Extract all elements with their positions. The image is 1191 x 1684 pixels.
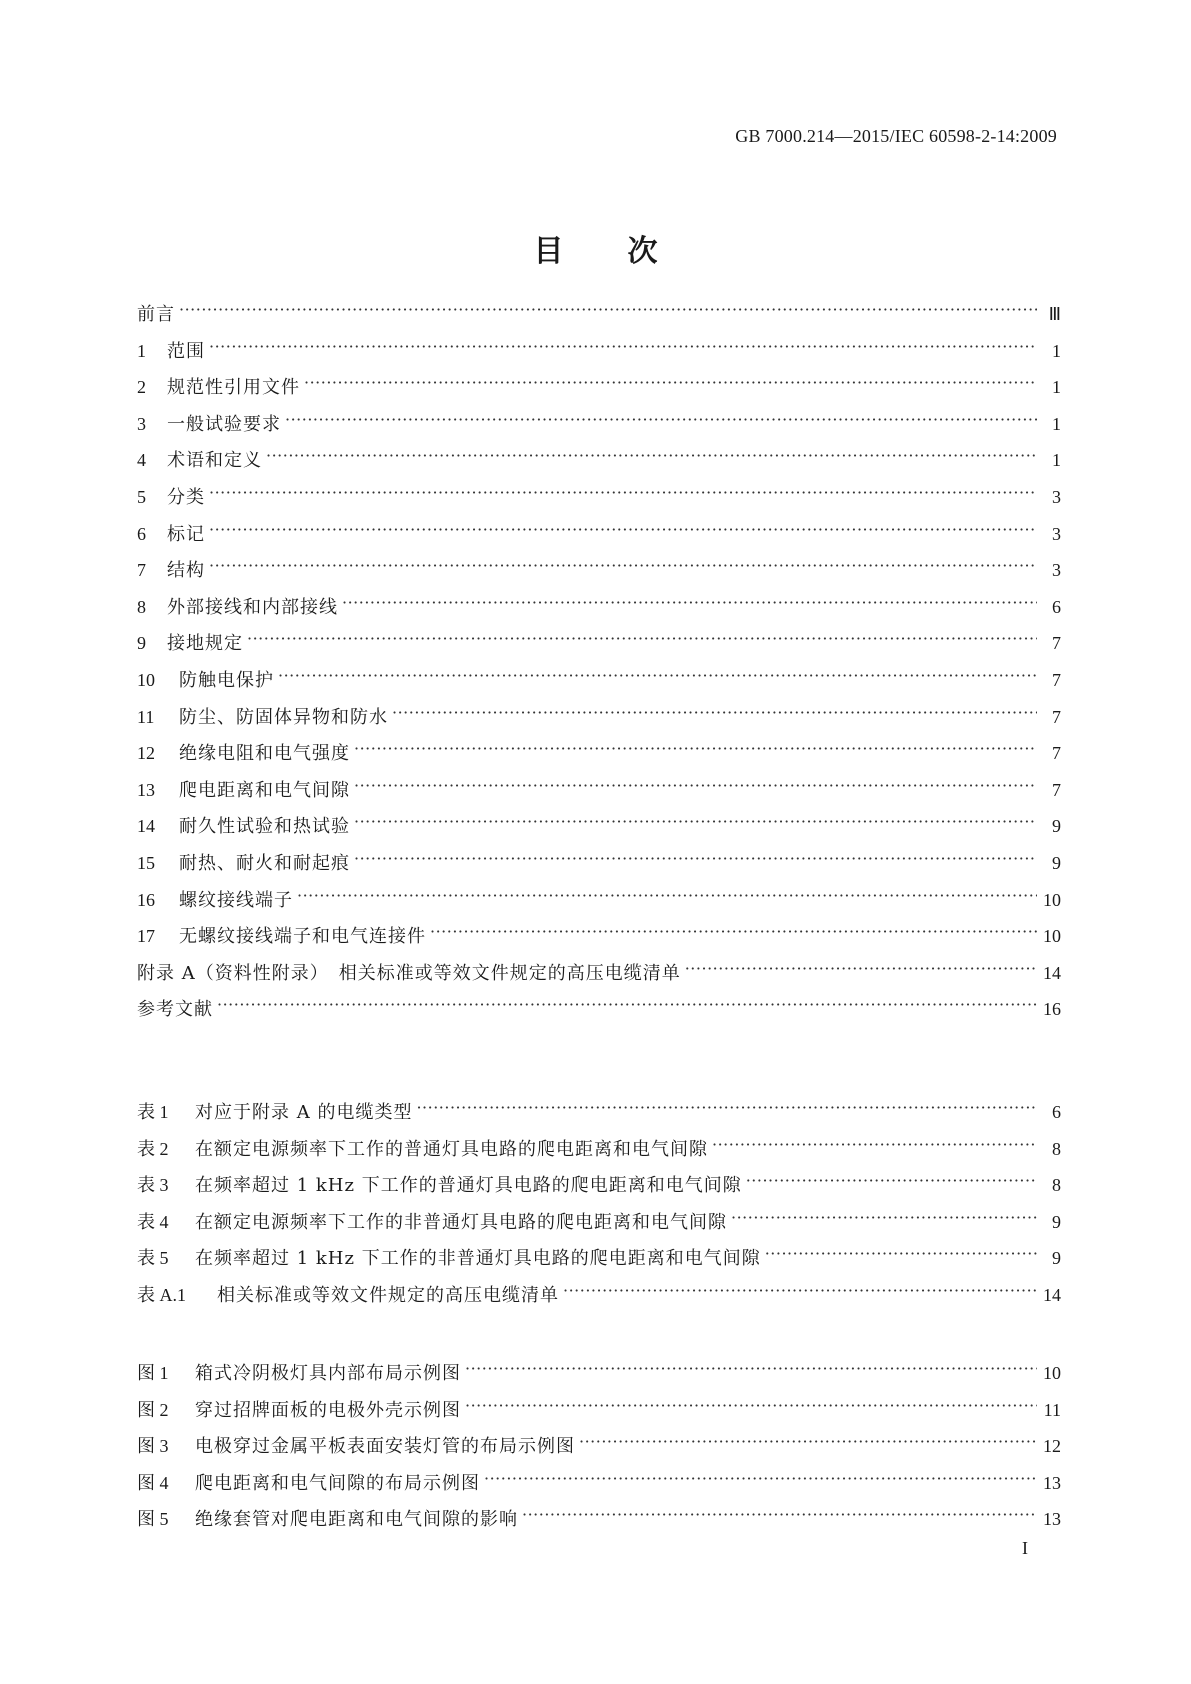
toc-leader-dots — [179, 302, 1037, 320]
toc-section-entry[interactable] — [137, 739, 1061, 776]
toc-entry-number: 表 3 — [137, 1175, 169, 1196]
toc-entry-page: 7 — [1052, 669, 1061, 690]
toc-entry-label: 前言 — [137, 304, 175, 325]
toc-leader-dots — [285, 412, 1037, 430]
toc-leader-dots — [685, 961, 1037, 979]
toc-entry-number: 8 — [137, 596, 146, 617]
toc-leader-dots — [266, 448, 1037, 466]
toc-entry-label: 结构 — [167, 560, 205, 582]
toc-figure-entry[interactable] — [137, 1396, 1061, 1433]
toc-section-entry[interactable] — [137, 666, 1061, 703]
toc-entry-number: 图 3 — [137, 1436, 169, 1457]
toc-leader-dots — [354, 814, 1037, 832]
toc-entry-page: 10 — [1043, 1363, 1061, 1383]
toc-entry-label: 耐久性试验和热试验 — [179, 816, 350, 838]
toc-leader-dots — [217, 997, 1037, 1015]
toc-entry-label: 标记 — [167, 523, 205, 545]
toc-entry-number: 2 — [137, 377, 146, 398]
toc-leader-dots — [209, 558, 1037, 576]
toc-entry-label: 规范性引用文件 — [167, 377, 300, 399]
toc-entry-label: 一般试验要求 — [167, 413, 281, 435]
toc-leader-dots — [304, 375, 1037, 393]
toc-leader-dots — [765, 1246, 1037, 1264]
toc-leader-dots — [465, 1361, 1037, 1379]
toc-entry-page: 8 — [1052, 1175, 1061, 1196]
toc-entry-page: 10 — [1043, 926, 1061, 947]
toc-figure-entry[interactable] — [137, 1432, 1061, 1469]
toc-table-entry[interactable] — [137, 1208, 1061, 1245]
toc-entry-label: 绝缘电阻和电气强度 — [179, 743, 350, 765]
toc-entry-page: 9 — [1052, 1248, 1061, 1269]
toc-section-entry[interactable] — [137, 300, 1061, 337]
toc-entry-number: 3 — [137, 413, 146, 434]
toc-section-entry[interactable] — [137, 849, 1061, 886]
toc-leader-dots — [342, 595, 1037, 613]
toc-entry-number: 表 4 — [137, 1211, 169, 1232]
toc-table-entry[interactable] — [137, 1281, 1061, 1318]
toc-entry-page: 9 — [1052, 852, 1061, 873]
toc-entry-number: 4 — [137, 450, 146, 471]
toc-entry-label: 附录 A（资料性附录） 相关标准或等效文件规定的高压电缆清单 — [137, 962, 681, 984]
toc-entry-number: 图 1 — [137, 1363, 169, 1383]
toc-section-entry[interactable] — [137, 446, 1061, 483]
toc-entry-label: 接地规定 — [167, 633, 243, 655]
toc-leader-dots — [712, 1137, 1037, 1155]
toc-leader-dots — [247, 631, 1037, 649]
toc-section-entry[interactable] — [137, 337, 1061, 374]
toc-entry-page: 7 — [1052, 743, 1061, 764]
toc-entry-page: 3 — [1052, 560, 1061, 581]
toc-leader-dots — [465, 1398, 1037, 1416]
toc-entry-page: 3 — [1052, 523, 1061, 544]
toc-entry-number: 13 — [137, 779, 155, 800]
toc-entry-number: 12 — [137, 743, 155, 764]
toc-entry-label: 在频率超过 1 kHz 下工作的非普通灯具电路的爬电距离和电气间隙 — [195, 1248, 761, 1270]
toc-entry-number: 图 4 — [137, 1472, 169, 1493]
toc-entry-page: 13 — [1043, 1472, 1061, 1493]
toc-entry-page: 14 — [1043, 1284, 1061, 1305]
toc-entry-page: 9 — [1052, 1211, 1061, 1232]
toc-figure-entry[interactable] — [137, 1359, 1061, 1396]
toc-entry-page: 12 — [1043, 1436, 1061, 1457]
toc-table-entry[interactable] — [137, 1244, 1061, 1281]
toc-leader-dots — [354, 741, 1037, 759]
toc-entry-number: 7 — [137, 560, 146, 581]
toc-entry-page: 3 — [1052, 486, 1061, 507]
toc-entry-label: 术语和定义 — [167, 450, 262, 472]
toc-entry-label: 爬电距离和电气间隙 — [179, 779, 350, 801]
toc-figure-entry[interactable] — [137, 1505, 1061, 1542]
toc-entry-number: 表 A.1 — [137, 1284, 186, 1305]
toc-leader-dots — [297, 888, 1037, 906]
toc-leader-dots — [484, 1471, 1037, 1489]
toc-entry-number: 6 — [137, 523, 146, 544]
toc-section-entry[interactable] — [137, 373, 1061, 410]
toc-entry-number: 15 — [137, 852, 155, 873]
toc-leader-dots — [392, 705, 1037, 723]
toc-section-entry[interactable] — [137, 410, 1061, 447]
toc-section-entry[interactable] — [137, 703, 1061, 740]
toc-entry-number: 17 — [137, 926, 155, 947]
toc-leader-dots — [209, 339, 1037, 357]
page-title: 目次 — [533, 234, 722, 269]
toc-entry-label: 爬电距离和电气间隙的布局示例图 — [195, 1472, 480, 1494]
toc-tables-list — [137, 1098, 1061, 1318]
toc-entry-label: 参考文献 — [137, 999, 213, 1021]
toc-leader-dots — [416, 1100, 1037, 1118]
toc-entry-page: 1 — [1052, 340, 1061, 361]
toc-entry-number: 11 — [137, 706, 155, 727]
toc-entry-label: 在额定电源频率下工作的非普通灯具电路的爬电距离和电气间隙 — [195, 1211, 727, 1233]
toc-figure-entry[interactable] — [137, 1469, 1061, 1506]
toc-entry-label: 在额定电源频率下工作的普通灯具电路的爬电距离和电气间隙 — [195, 1138, 708, 1160]
toc-entry-page: 6 — [1052, 1102, 1061, 1122]
toc-entry-page: Ⅲ — [1048, 304, 1061, 324]
toc-section-entry[interactable] — [137, 776, 1061, 813]
toc-entry-page: 7 — [1052, 633, 1061, 654]
toc-entry-label: 外部接线和内部接线 — [167, 596, 338, 618]
toc-entry-number: 9 — [137, 633, 146, 654]
toc-table-entry[interactable] — [137, 1098, 1061, 1135]
toc-section-entry[interactable] — [137, 593, 1061, 630]
toc-entry-page: 8 — [1052, 1138, 1061, 1159]
toc-entry-number: 1 — [137, 340, 146, 361]
toc-entry-page: 1 — [1052, 450, 1061, 471]
toc-entry-page: 10 — [1043, 889, 1061, 910]
toc-entry-label: 无螺纹接线端子和电气连接件 — [179, 926, 426, 948]
toc-section-entry[interactable] — [137, 922, 1061, 959]
toc-entry-number: 图 2 — [137, 1399, 169, 1420]
toc-entry-number: 表 5 — [137, 1248, 169, 1269]
toc-entry-number: 16 — [137, 889, 155, 910]
page-number-footer: I — [1022, 1538, 1028, 1558]
toc-figures-list — [137, 1359, 1061, 1542]
toc-entry-label: 防触电保护 — [179, 669, 274, 691]
toc-entry-number: 14 — [137, 816, 155, 837]
toc-leader-dots — [746, 1173, 1037, 1191]
toc-entry-label: 穿过招牌面板的电极外壳示例图 — [195, 1399, 461, 1421]
toc-entry-label: 防尘、防固体异物和防水 — [179, 706, 388, 728]
toc-entry-label: 电极穿过金属平板表面安装灯管的布局示例图 — [195, 1436, 575, 1458]
toc-entry-page: 6 — [1052, 596, 1061, 617]
toc-leader-dots — [354, 851, 1037, 869]
toc-sections-list — [137, 300, 1061, 1032]
toc-entry-label: 螺纹接线端子 — [179, 889, 293, 911]
toc-leader-dots — [579, 1434, 1037, 1452]
toc-entry-label: 耐热、耐火和耐起痕 — [179, 852, 350, 874]
toc-entry-number: 10 — [137, 669, 155, 690]
toc-entry-page: 1 — [1052, 377, 1061, 398]
toc-leader-dots — [731, 1210, 1037, 1228]
toc-entry-page: 11 — [1043, 1399, 1061, 1420]
toc-entry-number: 5 — [137, 486, 146, 507]
toc-entry-page: 1 — [1052, 413, 1061, 434]
toc-table-entry[interactable] — [137, 1135, 1061, 1172]
toc-entry-number: 表 2 — [137, 1138, 169, 1159]
toc-section-entry[interactable] — [137, 886, 1061, 923]
toc-entry-label: 箱式冷阴极灯具内部布局示例图 — [195, 1363, 461, 1384]
toc-entry-label: 相关标准或等效文件规定的高压电缆清单 — [217, 1284, 559, 1306]
toc-leader-dots — [278, 668, 1037, 686]
standard-number-header: GB 7000.214—2015/IEC 60598-2-14:2009 — [735, 126, 1057, 146]
toc-entry-page: 16 — [1043, 999, 1061, 1020]
toc-section-entry[interactable] — [137, 483, 1061, 520]
toc-entry-page: 14 — [1043, 962, 1061, 983]
toc-leader-dots — [563, 1283, 1037, 1301]
toc-table-entry[interactable] — [137, 1171, 1061, 1208]
toc-section-entry[interactable] — [137, 995, 1061, 1032]
toc-leader-dots — [209, 485, 1037, 503]
toc-entry-label: 范围 — [167, 340, 205, 362]
toc-section-entry[interactable] — [137, 812, 1061, 849]
toc-entry-number: 图 5 — [137, 1509, 169, 1530]
toc-entry-page: 7 — [1052, 706, 1061, 727]
toc-section-entry[interactable] — [137, 556, 1061, 593]
toc-section-entry[interactable] — [137, 959, 1061, 996]
toc-entry-label: 绝缘套管对爬电距离和电气间隙的影响 — [195, 1509, 518, 1531]
toc-entry-label: 对应于附录 A 的电缆类型 — [195, 1102, 413, 1123]
toc-entry-label: 分类 — [167, 486, 205, 508]
toc-section-entry[interactable] — [137, 520, 1061, 557]
toc-leader-dots — [430, 924, 1037, 942]
toc-leader-dots — [522, 1507, 1037, 1525]
toc-entry-number: 表 1 — [137, 1102, 169, 1122]
toc-entry-label: 在频率超过 1 kHz 下工作的普通灯具电路的爬电距离和电气间隙 — [195, 1175, 742, 1197]
toc-section-entry[interactable] — [137, 629, 1061, 666]
toc-entry-page: 9 — [1052, 816, 1061, 837]
toc-leader-dots — [354, 778, 1037, 796]
toc-entry-page: 7 — [1052, 779, 1061, 800]
toc-entry-page: 13 — [1043, 1509, 1061, 1530]
toc-leader-dots — [209, 522, 1037, 540]
